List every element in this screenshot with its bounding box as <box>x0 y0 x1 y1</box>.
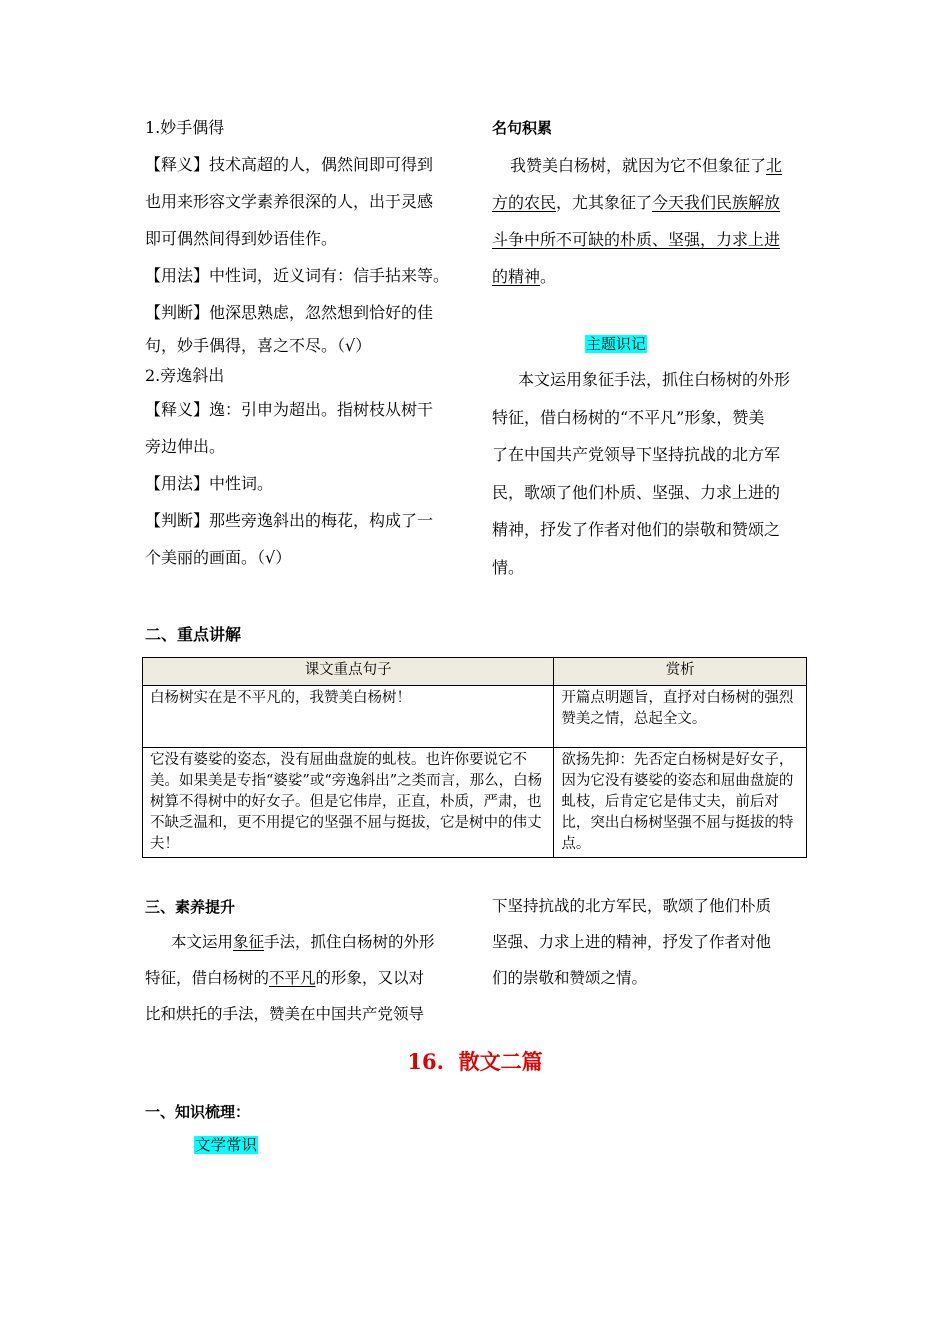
famous-sentence-heading: 名句积累 <box>492 119 553 137</box>
famous-sentence-line-2 <box>492 184 817 221</box>
famous-underlined: 斗争中所不可缺的朴质、坚强，力求上进 <box>492 230 781 249</box>
idiom-1-line-6: 句，妙手偶得，喜之不尽。（√） <box>145 336 372 355</box>
left-column <box>145 109 465 576</box>
theme-line-2: 特征，借白杨树的“不平凡”形象，赞美 <box>492 407 765 427</box>
section-3-heading: 三、素养提升 <box>145 898 236 916</box>
theme-paragraph <box>492 361 817 586</box>
famous-underlined: 今天我们民族解放 <box>652 193 781 212</box>
right-column <box>492 110 817 295</box>
idiom-1-line-3: 即可偶然间得到妙语佳作。 <box>145 229 338 248</box>
idiom-2-line-2: 旁边伸出。 <box>145 437 226 456</box>
famous-sentence-line-4 <box>492 258 817 295</box>
chapter-title: 16. 散文二篇 <box>407 1049 543 1074</box>
section-3-line-3: 比和烘托的手法，赞美在中国共产党领导 <box>145 1005 425 1023</box>
theme-line-6: 情。 <box>492 557 525 577</box>
section-2-heading: 二、重点讲解 <box>145 625 242 644</box>
idiom-1-line-4: 【用法】中性词，近义词有：信手拈来等。 <box>145 266 450 285</box>
famous-text: 。 <box>540 267 557 286</box>
idiom-2-line-4: 【判断】那些旁逸斜出的梅花，构成了一 <box>145 511 434 530</box>
idiom-1-line-1: 【释义】技术高超的人，偶然间即可得到 <box>145 155 434 174</box>
idiom-2-line-3: 【用法】中性词。 <box>145 474 274 493</box>
theme-heading <box>585 333 647 355</box>
literature-knowledge-label <box>194 1134 258 1156</box>
idiom-title-2: 2.旁逸斜出 <box>145 366 225 385</box>
famous-text: 我赞美白杨树，就因为它不但象征了 <box>510 156 767 175</box>
section-3-text: 的形象，又以对 <box>315 969 425 987</box>
section-3-right-line-3: 们的崇敬和赞颂之情。 <box>492 969 648 987</box>
section-3-line-2 <box>145 960 465 996</box>
theme-line-3: 了在中国共产党领导下坚持抗战的北方军 <box>492 445 781 464</box>
section-3-text: 手法，抓住白杨树的外形 <box>264 933 435 951</box>
section-3-text: 特征，借白杨树的 <box>145 969 270 987</box>
literature-knowledge-text: 文学常识 <box>195 1136 258 1154</box>
famous-sentence-line-1 <box>492 147 817 184</box>
idiom-1-line-2: 也用来形容文学素养很深的人，出于灵感 <box>145 192 434 211</box>
section-3-right-line-1: 下坚持抗战的北方军民，歌颂了他们朴质 <box>492 897 772 915</box>
table-row <box>143 748 807 858</box>
idiom-2-line-1: 【释义】逸：引申为超出。指树枝从树干 <box>145 400 434 419</box>
section-3-line-1 <box>145 924 465 960</box>
idiom-2-line-5: 个美丽的画面。（√） <box>145 548 292 567</box>
section-3-right-line-2: 坚强、力求上进的精神，抒发了作者对他 <box>492 933 772 951</box>
famous-underlined: 北 <box>766 156 783 175</box>
famous-underlined: 的精神 <box>492 267 541 286</box>
section-3-underlined: 象征 <box>233 933 265 951</box>
theme-heading-label: 主题识记 <box>586 335 647 353</box>
table-cell-analysis: 欲扬先抑：先否定白杨树是好女子，因为它没有婆娑的姿态和屈曲盘旋的虬枝，后肯定它是伟丈夫，前后对比，突出白杨树坚强不屈与挺拔的特点。 <box>554 748 807 858</box>
famous-sentence-line-3 <box>492 221 817 258</box>
table-header-analysis: 赏析 <box>554 658 807 686</box>
table-header-sentence: 课文重点句子 <box>143 658 554 686</box>
key-sentences-table <box>142 657 807 858</box>
theme-line-1: 本文运用象征手法，抓住白杨树的外形 <box>518 370 791 389</box>
table-cell-sentence: 它没有婆娑的姿态，没有屈曲盘旋的虬枝。也许你要说它不美。如果美是专指“婆娑”或“旁逸斜出”之类而言，那么，白杨树算不得树中的好女子。但是它伟岸，正直，朴质，严肃，也不缺乏温和，更不用提它的坚强不屈与挺拔，它是树中的伟丈夫！ <box>143 748 554 858</box>
table-cell-sentence: 白杨树实在是不平凡的，我赞美白杨树！ <box>143 686 554 748</box>
section-3-right <box>492 888 817 996</box>
table-header-row <box>143 658 807 686</box>
theme-line-5: 精神，抒发了作者对他们的崇敬和赞颂之 <box>492 520 781 539</box>
idiom-title-1: 1.妙手偶得 <box>145 118 225 137</box>
idiom-1-line-5: 【判断】他深思熟虑，忽然想到恰好的佳 <box>145 303 434 322</box>
table-row <box>143 686 807 748</box>
famous-underlined: 方的农民 <box>492 193 557 212</box>
theme-line-4: 民，歌颂了他们朴质、坚强、力求上进的 <box>492 482 781 502</box>
section-1-heading: 一、知识梳理： <box>145 1103 251 1121</box>
famous-text: ，尤其象征了 <box>556 193 653 212</box>
section-3-left <box>145 924 465 1032</box>
section-3-underlined: 不平凡 <box>269 969 316 987</box>
table-cell-analysis: 开篇点明题旨，直抒对白杨树的强烈赞美之情，总起全文。 <box>554 686 807 748</box>
section-3-text: 本文运用 <box>171 933 234 951</box>
